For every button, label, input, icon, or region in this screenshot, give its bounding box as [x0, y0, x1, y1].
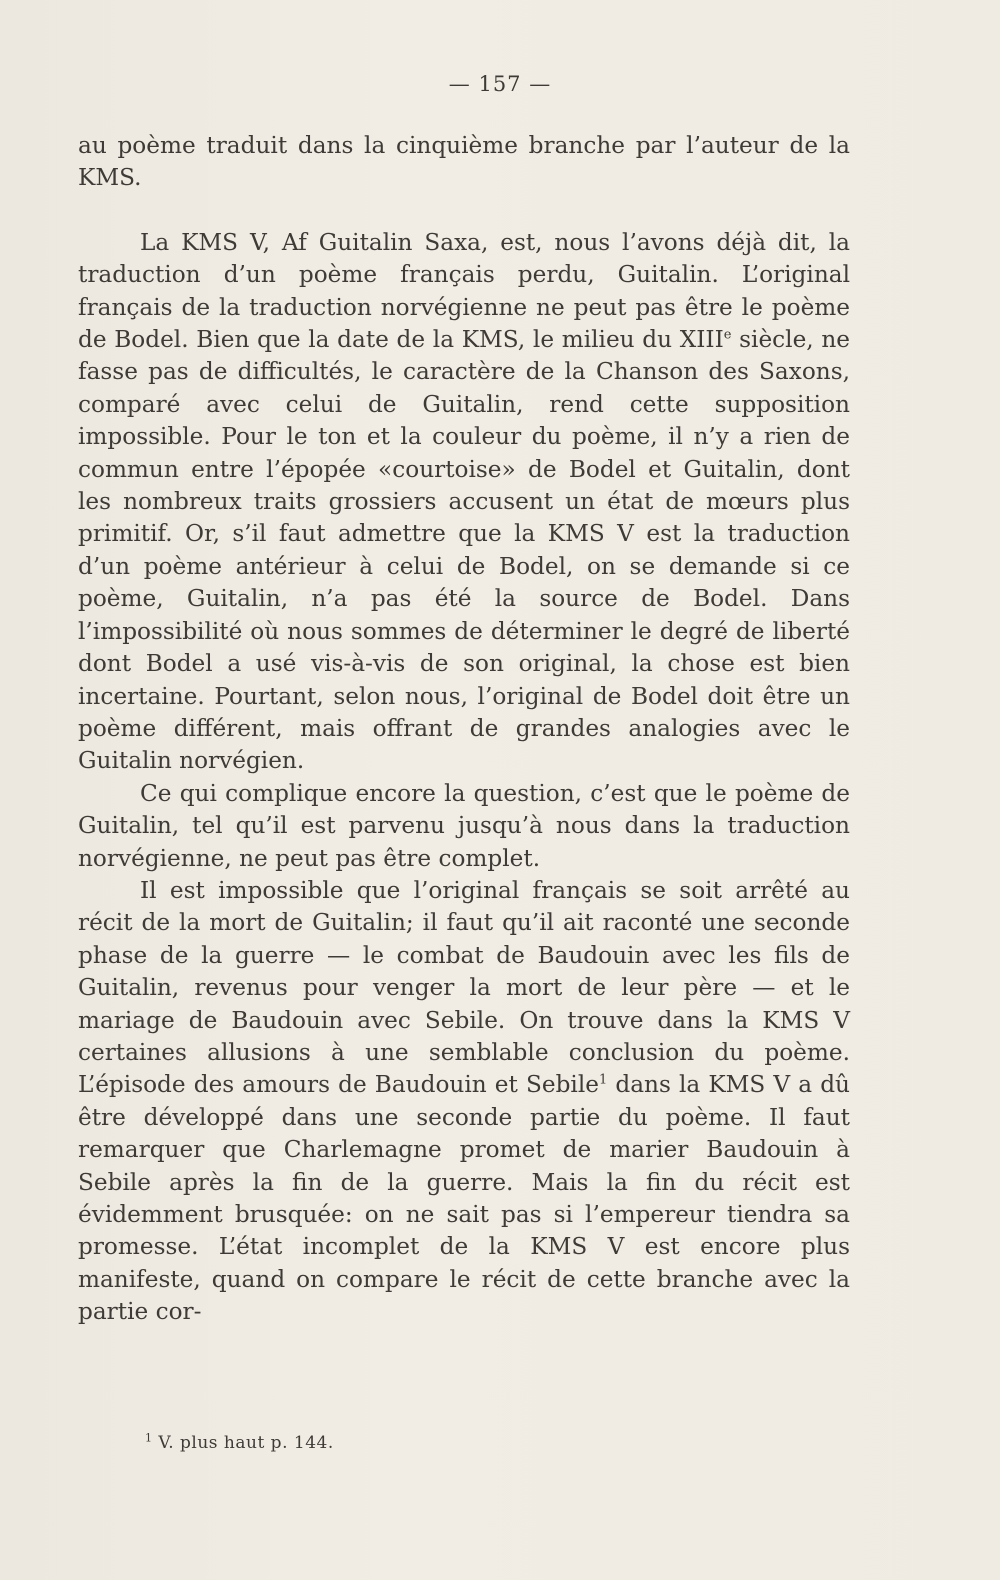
paragraph-kms-v-origin: [78, 227, 850, 778]
paragraph-text-part: Il est impossible que l’original français se soit arrêté au récit de la mort de Guitalin; il faut qu’il ait raconté une seconde phase de la guerre — le combat de Baudouin avec les fils de Guitalin, revenus pour venger la mort de leur père — et le mariage de Baudouin avec Sebile. On trouve dans la KMS V certaines allusions à une semblable conclusion du poème. L’épisode des amours de Baudouin et Sebile: [78, 876, 850, 1099]
page-number: — 157 —: [448, 72, 552, 96]
footnote: [145, 1432, 745, 1454]
paragraph-text-part: siècle, ne fasse pas de difficultés, le caractère de la Chanson des Saxons, comparé avec celui de Guitalin, rend cette supposition impossible. Pour le ton et la couleur du poème, il n’y a rien de commun entre l’épopée «courtoise» de Bodel et Guitalin, dont les nombreux traits grossiers accusent un état de mœurs plus primitif. Or, s’il faut admettre que la KMS V est la traduction d’un poème antérieur à celui de Bodel, on se demande si ce poème, Guitalin, n’a pas été la source de Bodel. Dans l’impossibilité où nous sommes de déterminer le degré de liberté dont Bodel a usé vis-à-vis de son original, la chose est bien incertaine. Pourtant, selon nous, l’original de Bodel doit être un poème différent, mais offrant de grandes analogies avec le Guitalin norvégien.: [78, 326, 851, 775]
footnote-marker: 1: [145, 1431, 153, 1445]
paragraph-incomplete-poem: [78, 875, 850, 1329]
paragraph-complication: Ce qui complique encore la question, c’est que le poème de Guitalin, tel qu’il est parvenu jusqu’à nous dans la traduction norvégienne, ne peut pas être complet.: [78, 779, 850, 872]
footnote-text: V. plus haut p. 144.: [158, 1433, 334, 1453]
paragraph-text-part: La KMS V, Af Guitalin Saxa, est, nous l’avons déjà dit, la traduction d’un poème français perdu, Guitalin. L’original français de la traduction norvégienne ne peut pas être le poème de Bodel. Bien que la date de la KMS, le milieu du XIII: [78, 228, 850, 354]
paragraph-text-part: dans la KMS V a dû être développé dans une seconde partie du poème. Il faut remarquer que Charlemagne promet de marier Baudouin à Sebile après la fin de la guerre. Mais la fin du récit est évidemment brusquée: on ne sait pas si l’empereur tiendra sa promesse. L’état incomplet de la KMS V est encore plus manifeste, quand on compare le récit de cette branche avec la partie cor-: [78, 1071, 850, 1326]
paragraph-continuation: au poème traduit dans la cinquième branche par l’auteur de la KMS.: [78, 132, 850, 192]
footnote-reference[interactable]: 1: [598, 1072, 608, 1088]
main-text-block: [78, 130, 850, 1329]
superscript-e: e: [723, 327, 732, 343]
